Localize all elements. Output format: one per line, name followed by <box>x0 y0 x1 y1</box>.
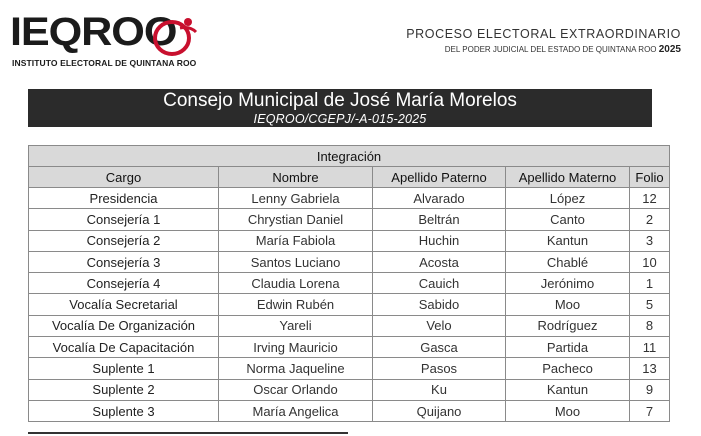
cell-cargo: Presidencia <box>29 188 219 209</box>
cell-apellido-paterno: Beltrán <box>373 209 506 230</box>
cell-apellido-materno: Moo <box>506 294 630 315</box>
table-row <box>29 337 670 358</box>
cell-apellido-materno: Rodríguez <box>506 315 630 336</box>
cell-nombre: Oscar Orlando <box>219 379 373 400</box>
cell-folio: 9 <box>630 379 670 400</box>
council-title: Consejo Municipal de José María Morelos <box>163 90 517 111</box>
cell-cargo: Suplente 3 <box>29 400 219 421</box>
cell-apellido-paterno: Gasca <box>373 337 506 358</box>
cell-nombre: Norma Jaqueline <box>219 358 373 379</box>
cell-cargo: Suplente 1 <box>29 358 219 379</box>
integration-table <box>28 145 670 422</box>
column-header-folio: Folio <box>630 167 670 188</box>
cell-apellido-paterno: Velo <box>373 315 506 336</box>
cell-nombre: María Angelica <box>219 400 373 421</box>
cell-nombre: Yareli <box>219 315 373 336</box>
table-row <box>29 400 670 421</box>
cell-apellido-materno: Chablé <box>506 251 630 272</box>
cell-folio: 5 <box>630 294 670 315</box>
process-subtitle-text: DEL PODER JUDICIAL DEL ESTADO DE QUINTANA ROO <box>444 45 657 54</box>
table-row <box>29 230 670 251</box>
process-year: 2025 <box>658 44 681 55</box>
cell-folio: 12 <box>630 188 670 209</box>
cell-folio: 8 <box>630 315 670 336</box>
cell-apellido-materno: Kantun <box>506 230 630 251</box>
cell-folio: 13 <box>630 358 670 379</box>
cell-apellido-materno: Kantun <box>506 379 630 400</box>
cell-nombre: Irving Mauricio <box>219 337 373 358</box>
process-subtitle <box>445 44 681 55</box>
cell-folio: 3 <box>630 230 670 251</box>
table-row <box>29 358 670 379</box>
cell-cargo: Vocalía De Organización <box>29 315 219 336</box>
cell-folio: 2 <box>630 209 670 230</box>
cell-nombre: María Fabiola <box>219 230 373 251</box>
column-header-apellido-paterno: Apellido Paterno <box>373 167 506 188</box>
cell-nombre: Santos Luciano <box>219 251 373 272</box>
table-row <box>29 209 670 230</box>
cell-apellido-paterno: Pasos <box>373 358 506 379</box>
cell-apellido-paterno: Quijano <box>373 400 506 421</box>
table-row <box>29 315 670 336</box>
table-group-header: Integración <box>29 146 670 167</box>
process-title: PROCESO ELECTORAL EXTRAORDINARIO <box>406 27 681 41</box>
logo-wordmark: IEQROO <box>10 10 177 54</box>
cell-cargo: Consejería 4 <box>29 273 219 294</box>
cell-cargo: Vocalía De Capacitación <box>29 337 219 358</box>
cell-apellido-materno: Moo <box>506 400 630 421</box>
table-column-headers <box>29 167 670 188</box>
cell-cargo: Vocalía Secretarial <box>29 294 219 315</box>
cell-apellido-paterno: Alvarado <box>373 188 506 209</box>
cell-cargo: Suplente 2 <box>29 379 219 400</box>
cell-folio: 10 <box>630 251 670 272</box>
logo-emblem-icon <box>150 16 200 56</box>
cell-cargo: Consejería 2 <box>29 230 219 251</box>
cell-apellido-paterno: Sabido <box>373 294 506 315</box>
table-row <box>29 188 670 209</box>
cell-apellido-paterno: Cauich <box>373 273 506 294</box>
cell-folio: 1 <box>630 273 670 294</box>
table-row <box>29 273 670 294</box>
cell-apellido-paterno: Huchin <box>373 230 506 251</box>
cell-apellido-materno: López <box>506 188 630 209</box>
cell-apellido-materno: Canto <box>506 209 630 230</box>
cell-nombre: Chrystian Daniel <box>219 209 373 230</box>
column-header-cargo: Cargo <box>29 167 219 188</box>
ieqroo-logo <box>10 6 210 70</box>
logo-subtitle: INSTITUTO ELECTORAL DE QUINTANA ROO <box>12 58 197 68</box>
footer-divider <box>28 432 348 434</box>
table-row <box>29 251 670 272</box>
cell-apellido-materno: Jerónimo <box>506 273 630 294</box>
cell-apellido-paterno: Ku <box>373 379 506 400</box>
table-row <box>29 379 670 400</box>
cell-apellido-paterno: Acosta <box>373 251 506 272</box>
column-header-apellido-materno: Apellido Materno <box>506 167 630 188</box>
table-row <box>29 294 670 315</box>
agreement-code: IEQROO/CGEPJ/-A-015-2025 <box>253 112 427 126</box>
cell-folio: 11 <box>630 337 670 358</box>
cell-nombre: Edwin Rubén <box>219 294 373 315</box>
cell-apellido-materno: Partida <box>506 337 630 358</box>
cell-cargo: Consejería 3 <box>29 251 219 272</box>
column-header-nombre: Nombre <box>219 167 373 188</box>
cell-folio: 7 <box>630 400 670 421</box>
cell-apellido-materno: Pacheco <box>506 358 630 379</box>
cell-cargo: Consejería 1 <box>29 209 219 230</box>
cell-nombre: Lenny Gabriela <box>219 188 373 209</box>
cell-nombre: Claudia Lorena <box>219 273 373 294</box>
council-title-band <box>28 89 652 127</box>
